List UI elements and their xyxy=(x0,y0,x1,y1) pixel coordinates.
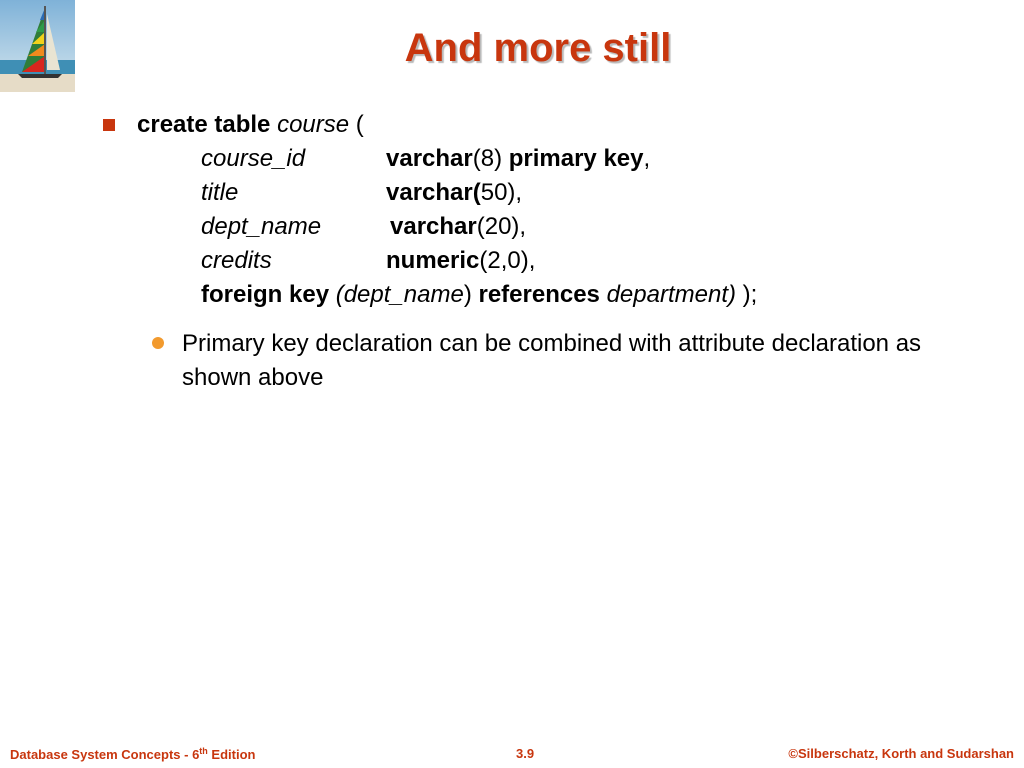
footer-title-end: Edition xyxy=(207,747,256,762)
code-line-dept-name-type xyxy=(390,213,526,241)
code-line-create xyxy=(137,111,364,139)
footer-copyright: ©Silberschatz, Korth and Sudarshan xyxy=(788,746,1014,761)
column-type: numeric xyxy=(386,247,480,274)
fk-column: (dept_name xyxy=(335,281,464,308)
column-name: dept_name xyxy=(201,213,322,240)
ref-table: department) xyxy=(606,281,736,308)
column-name: title xyxy=(201,179,239,206)
keyword-create-table: create table xyxy=(137,111,271,138)
square-bullet-icon xyxy=(103,119,115,131)
circle-bullet-icon xyxy=(152,337,164,349)
keyword-references: references xyxy=(478,281,600,308)
footer-title-main: Database System Concepts - 6 xyxy=(10,747,200,762)
column-type: varchar xyxy=(386,145,473,172)
column-type: varchar( xyxy=(386,179,481,206)
column-args: (20), xyxy=(476,213,527,240)
table-name: course xyxy=(277,111,350,138)
open-paren: ( xyxy=(349,111,364,138)
code-line-foreign-key xyxy=(201,281,757,309)
slide-title: And more still xyxy=(404,26,672,70)
code-line-credits xyxy=(201,247,272,275)
code-line-course-id xyxy=(201,145,305,173)
column-args: 50), xyxy=(480,179,523,206)
code-line-course-id-type xyxy=(386,145,650,173)
footer-book-title xyxy=(10,746,255,762)
close-paren: ) xyxy=(463,281,479,308)
code-line-credits-type xyxy=(386,247,535,275)
statement-end: ); xyxy=(735,281,758,308)
footer-slide-number: 3.9 xyxy=(516,746,535,761)
code-line-title xyxy=(201,179,238,207)
column-name: credits xyxy=(201,247,272,274)
sub-bullet-text: Primary key declaration can be combined with attribute declaration as shown above xyxy=(182,330,922,391)
footer-title-sup: th xyxy=(199,746,208,756)
code-line-dept-name xyxy=(201,213,321,241)
column-args: (8) xyxy=(472,145,509,172)
column-tail: , xyxy=(643,145,651,172)
keyword-primary-key: primary key xyxy=(508,145,644,172)
column-args: (2,0), xyxy=(479,247,536,274)
code-line-title-type xyxy=(386,179,522,207)
column-type: varchar xyxy=(390,213,477,240)
column-name: course_id xyxy=(201,145,306,172)
keyword-foreign-key: foreign key xyxy=(201,281,330,308)
